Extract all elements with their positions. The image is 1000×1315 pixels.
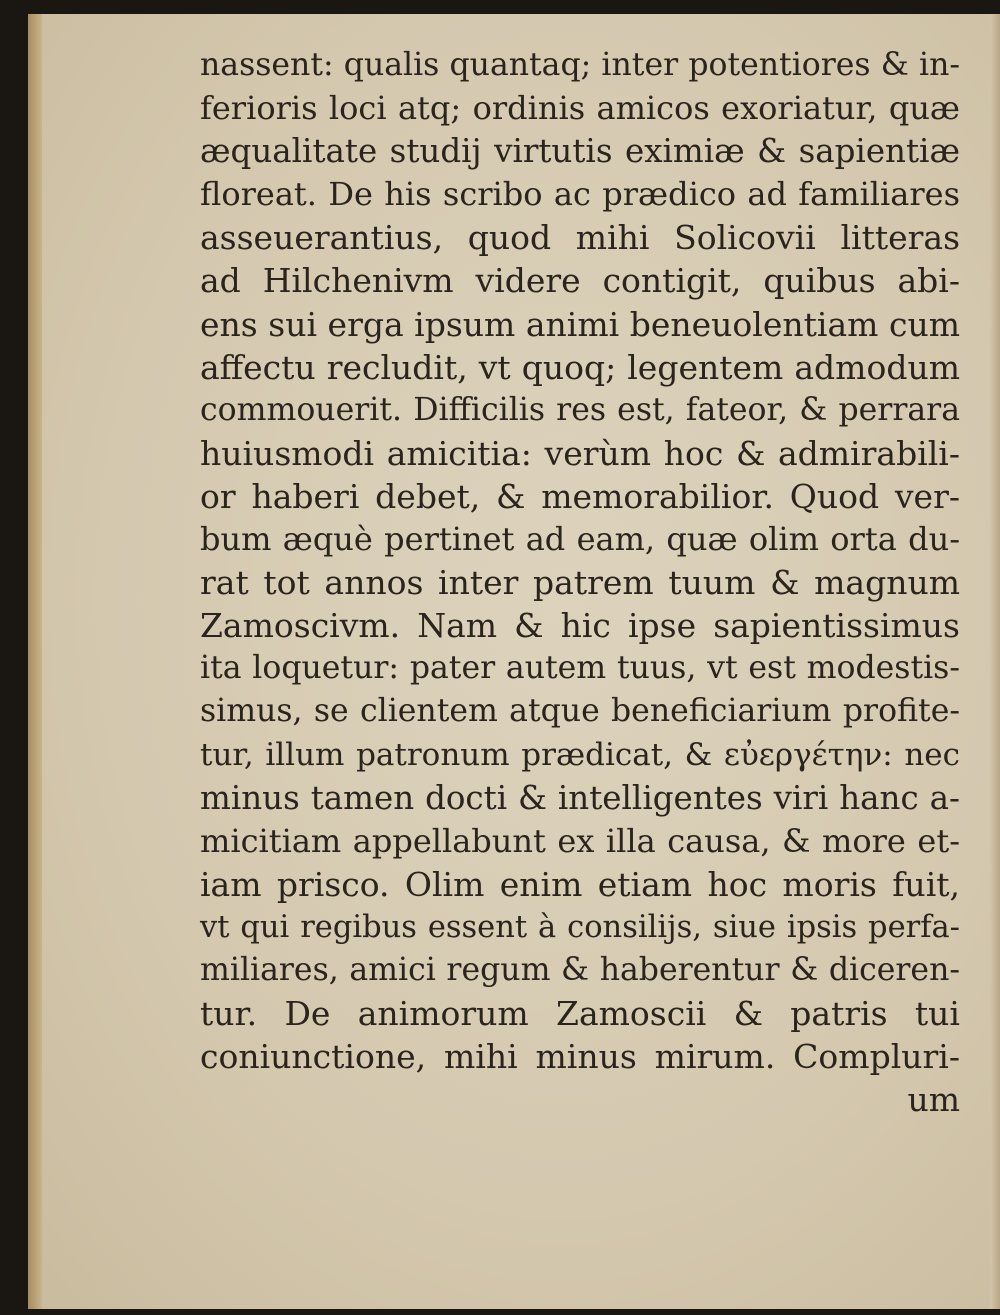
text-line: floreat. De his scribo ac prædico ad familiares <box>200 175 960 214</box>
text-line: coniunctione, mihi minus mirum. Compluri- <box>200 1037 960 1077</box>
text-line: or haberi debet, & memorabilior. Quod ver- <box>200 476 960 516</box>
text-line: miliares, amici regum & haberentur & diceren- <box>200 951 960 988</box>
text-line: ad Hilchenivm videre contigit, quibus abi- <box>200 261 960 301</box>
text-line: huiusmodi amicitia: verùm hoc & admirabili- <box>200 433 960 473</box>
text-line: Zamoscivm. Nam & hic ipse sapientissimus <box>200 606 960 646</box>
text-line: bum æquè pertinet ad eam, quæ olim orta du- <box>200 520 960 559</box>
text-line: tur, illum patronum prædicat, & εὐεργέτην: nec <box>200 736 960 773</box>
text-line: tur. De animorum Zamoscii & patris tui <box>200 994 960 1034</box>
text-line: ita loquetur: pater autem tuus, vt est modestis- <box>200 650 960 687</box>
text-line: ferioris loci atq; ordinis amicos exoriatur, quæ <box>200 89 960 128</box>
text-line: minus tamen docti & intelligentes viri hanc a- <box>200 778 960 817</box>
text-line: ens sui erga ipsum animi beneuolentiam cum <box>200 304 960 344</box>
text-line: affectu recludit, vt quoq; legentem admodum <box>200 347 960 387</box>
text-line: simus, se clientem atque beneficiarium profite- <box>200 693 960 730</box>
text-line: rat tot annos inter patrem tuum & magnum <box>200 563 960 603</box>
text-line: nassent: qualis quantaq; inter potentiores & in- <box>200 47 960 83</box>
catchword: um <box>907 1080 960 1120</box>
text-line: commouerit. Difficilis res est, fateor, & perrara <box>200 391 960 428</box>
text-line: micitiam appellabunt ex illa causa, & more et- <box>200 821 960 860</box>
page-binding-edge <box>28 14 42 1309</box>
text-line: æqualitate studij virtutis eximiæ & sapientiæ <box>200 132 960 171</box>
page-text <box>200 44 960 1121</box>
page-right-edge <box>990 14 1000 1309</box>
text-line: asseuerantius, quod mihi Solicovii litteras <box>200 218 960 258</box>
text-line: vt qui regibus essent à consilijs, siue ipsis perfa- <box>200 909 960 945</box>
text-line: iam prisco. Olim enim etiam hoc moris fuit, <box>200 864 960 904</box>
